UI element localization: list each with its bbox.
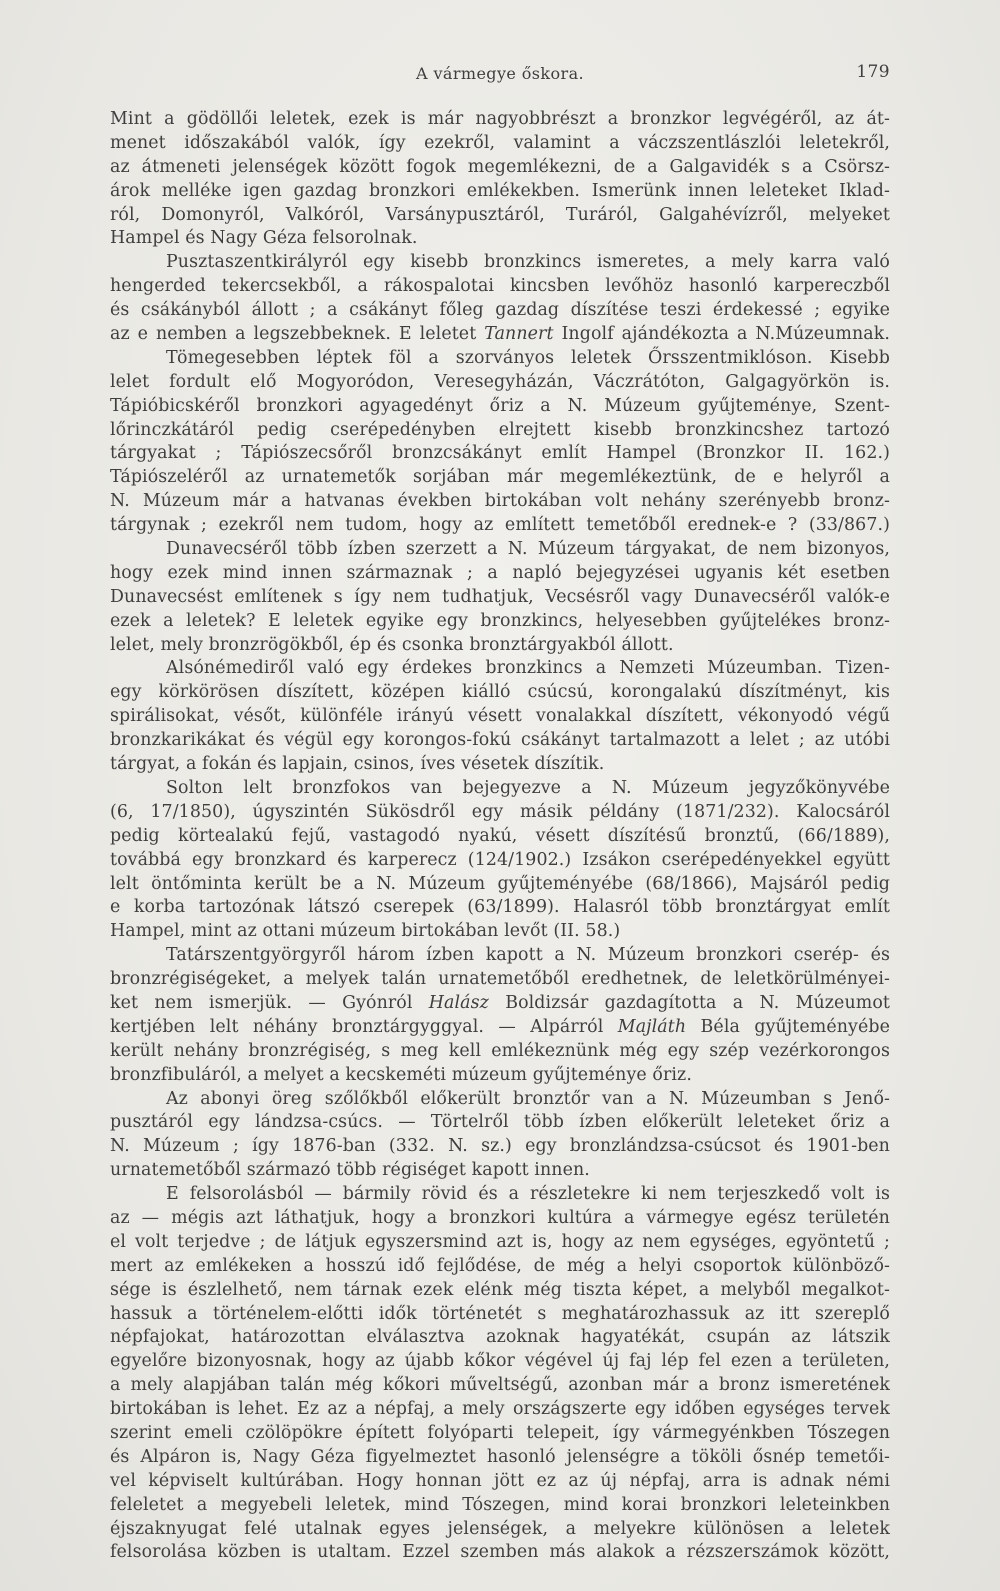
text-segment: tárgynak ; ezekről nem tudom, hogy az említett temetőből erednek-e ? (33/867.)	[110, 515, 890, 536]
text-line	[110, 801, 890, 825]
text-segment: ket nem ismerjük. — Gyónról	[110, 992, 429, 1013]
text-line	[110, 1350, 890, 1374]
text-segment: Hampel, mint az ottani múzeum birtokában levőt (II. 58.)	[110, 921, 621, 942]
text-segment: e korba tartozónak látszó cserepek (63/1899). Halasról több bronztárgyat említ	[110, 897, 890, 918]
text-segment: a mely alapjában talán még kőkori műveltségű, azonban már a bronz ismeretének	[110, 1375, 890, 1396]
text-line	[110, 562, 890, 586]
text-segment: lelet fordult elő Mogyoródon, Veresegyházán, Váczrátóton, Galgagyörkön is.	[110, 371, 890, 392]
text-segment: az átmeneti jelenségek között fogok megemlékezni, de a Galgavidék s a Csörsz-	[110, 156, 890, 177]
text-line	[110, 251, 890, 275]
text-line	[110, 1135, 890, 1159]
text-line	[110, 227, 890, 251]
text-segment: sége is észlelhető, nem tárnak ezek elénk még tiszta képet, a melyből megalkot-	[110, 1279, 890, 1300]
text-segment: feleletet a megyebeli leletek, mind Tószegen, mind korai bronzkori leleteinkben	[110, 1494, 890, 1515]
text-line	[110, 108, 890, 132]
text-line	[110, 729, 890, 753]
body-text	[110, 108, 890, 1565]
text-line	[110, 657, 890, 681]
text-segment: Dunavecsést említenek s így nem tudhatjuk, Vecsésről vagy Dunavecséről valók-e	[110, 586, 890, 607]
text-segment: birtokában is lehet. Ez az a népfaj, a mely országszerte egy időben egységes tervek	[110, 1399, 890, 1420]
text-line	[110, 442, 890, 466]
text-segment: bronzkarikákat és végül egy korongos-fokú csákányt tartalmazott a lelet ; az utóbi	[110, 730, 890, 751]
text-segment: menet időszakából valók, így ezekről, valamint a váczszentlászlói leletekről,	[110, 132, 890, 153]
text-segment: Tatárszentgyörgyről három ízben kapott a N. Múzeum bronzkori cserép- és	[166, 945, 890, 966]
text-segment: bronzfibuláról, a melyet a kecskeméti múzeum gyűjteménye őriz.	[110, 1064, 692, 1085]
text-line	[110, 1374, 890, 1398]
text-segment: árok melléke igen gazdag bronzkori emlékekben. Ismerünk innen leleteket Iklad-	[110, 180, 890, 201]
text-segment: került nehány bronzrégiség, s meg kell emlékeznünk még egy szép vezérkorongos	[110, 1040, 890, 1061]
text-line	[110, 1183, 890, 1207]
text-line	[110, 514, 890, 538]
text-line	[110, 538, 890, 562]
text-line	[110, 323, 890, 347]
text-segment: szerint emeli czölöpökre épített folyóparti telepeit, így vármegyénkben Tószegen	[110, 1422, 890, 1443]
text-segment: lőrinczkátáról pedig cserépedényben elrejtett kisebb bronzkincshez tartozó	[110, 419, 890, 440]
text-segment: hengerded tekercsekből, a rákospalotai kincsben levőhöz hasonló karpereczből	[110, 276, 890, 297]
text-line	[110, 634, 890, 658]
text-segment: Dunavecséről több ízben szerzett a N. Múzeum tárgyakat, de nem bizonyos,	[166, 539, 890, 560]
text-line	[110, 156, 890, 180]
text-line	[110, 371, 890, 395]
text-segment: el volt terjedve ; de látjuk egyszersmind azt is, hogy az nem egységes, egyöntetű ;	[110, 1231, 890, 1252]
text-segment: népfajokat, határozottan elválasztva azoknak hagyatékát, csupán az látszik	[110, 1327, 890, 1348]
text-line	[110, 1111, 890, 1135]
text-line	[110, 777, 890, 801]
text-line	[110, 1446, 890, 1470]
text-segment: Alsónémediről való egy érdekes bronzkincs a Nemzeti Múzeumban. Tizen-	[166, 658, 890, 679]
text-line	[110, 753, 890, 777]
text-segment: felsorolása közben is utaltam. Ezzel szemben más alakok a rézszerszámok között,	[110, 1542, 890, 1563]
text-segment: vel képviselt kultúrában. Hogy honnan jött ez az új népfaj, arra is adnak némi	[110, 1470, 890, 1491]
text-segment: Tömegesebben léptek föl a szorványos leletek Őrsszentmiklóson. Kisebb	[166, 347, 890, 368]
text-segment: N. Múzeum ; így 1876-ban (332. N. sz.) egy bronzlándzsa-csúcsot és 1901-ben	[110, 1136, 890, 1157]
text-segment: Solton lelt bronzfokos van bejegyezve a N. Múzeum jegyzőkönyvébe	[166, 777, 890, 798]
text-line	[110, 204, 890, 228]
text-segment: lelet, mely bronzrögökből, ép és csonka bronztárgyakból állott.	[110, 634, 674, 655]
text-segment: Az abonyi öreg szőlőkből előkerült bronztőr van a N. Múzeumban s Jenő-	[166, 1088, 890, 1109]
text-line	[110, 1398, 890, 1422]
text-line	[110, 1470, 890, 1494]
italic-name: Majláth	[617, 1016, 687, 1037]
text-segment: spirálisokat, vésőt, különféle irányú vésett vonalakkal díszített, vékonyodó végű	[110, 706, 890, 727]
text-line	[110, 968, 890, 992]
text-line	[110, 1255, 890, 1279]
text-segment: és csákányból állott ; a csákányt főleg gazdag díszítése teszi érdekessé ; egyike	[110, 300, 890, 321]
text-segment: bronzrégiségeket, a melyek talán urnatemetőből eredhetnek, de leletkörülményei-	[110, 969, 890, 990]
text-line	[110, 920, 890, 944]
text-line	[110, 1422, 890, 1446]
text-line	[110, 299, 890, 323]
text-segment: Hampel és Nagy Géza felsorolnak.	[110, 228, 418, 249]
text-segment: ról, Domonyról, Valkóról, Varsánypusztáról, Turáról, Galgahévízről, melyeket	[110, 204, 890, 225]
text-line	[110, 944, 890, 968]
text-line	[110, 1088, 890, 1112]
text-segment: Pusztaszentkirályról egy kisebb bronzkincs ismeretes, a mely karra való	[166, 252, 890, 273]
text-segment: és Alpáron is, Nagy Géza figyelmeztet hasonló jelenségre a tököli ősnép temetői-	[110, 1446, 890, 1467]
text-line	[110, 347, 890, 371]
text-line	[110, 419, 890, 443]
text-line	[110, 1279, 890, 1303]
text-segment: urnatemetőből származó több régiséget kapott innen.	[110, 1160, 590, 1181]
text-line	[110, 1064, 890, 1088]
text-segment: hassuk a történelem-előtti idők történetét s meghatározhassuk az itt szereplő	[110, 1303, 890, 1324]
text-segment: Mint a gödöllői leletek, ezek is már nagyobbrészt a bronzkor legvégéről, az át-	[110, 109, 890, 129]
text-line	[110, 275, 890, 299]
text-segment: továbbá egy bronzkard és karperecz (124/1902.) Izsákon cserépedényekkel együtt	[110, 849, 890, 870]
text-line	[110, 395, 890, 419]
text-line	[110, 1303, 890, 1327]
text-segment: egyelőre bizonyosnak, hogy az újabb kőkor végével új faj lép fel ezen a területen,	[110, 1351, 890, 1372]
text-segment: pedig körtealakú fejű, vastagodó nyakú, vésett díszítésű bronztű, (66/1889),	[110, 825, 890, 846]
text-line	[110, 180, 890, 204]
text-segment: Béla gyűjteményébe	[686, 1016, 890, 1037]
text-segment: Ingolf ajándékozta a N.Múzeumnak.	[553, 324, 890, 345]
text-segment: lelt öntőminta került be a N. Múzeum gyűjteményébe (68/1866), Majsáról pedig	[110, 873, 890, 894]
text-segment: Tápióbicskéről bronzkori agyagedényt őriz a N. Múzeum gyűjteménye, Szent-	[110, 395, 890, 416]
text-line	[110, 896, 890, 920]
text-segment: az — mégis azt láthatjuk, hogy a bronzkori kultúra a vármegye egész területén	[110, 1207, 890, 1228]
text-segment: az e nemben a legszebbeknek. E leletet	[110, 324, 485, 345]
text-line	[110, 849, 890, 873]
text-line	[110, 1159, 890, 1183]
text-segment: egy körkörösen díszített, középen kiálló csúcsú, korongalakú díszítményt, kis	[110, 682, 890, 703]
text-line	[110, 1040, 890, 1064]
text-line	[110, 992, 890, 1016]
italic-name: Tannert	[484, 324, 554, 345]
text-line	[110, 132, 890, 156]
text-line	[110, 466, 890, 490]
text-line	[110, 1016, 890, 1040]
text-line	[110, 1231, 890, 1255]
italic-name: Halász	[428, 992, 489, 1013]
text-segment: E felsorolásból — bármily rövid és a részletekre ki nem terjeszkedő volt is	[166, 1184, 890, 1205]
text-line	[110, 1518, 890, 1542]
text-line	[110, 1326, 890, 1350]
text-segment: ezek a leletek? E leletek egyike egy bronzkincs, helyesebben gyűjtelékes bronz-	[110, 610, 890, 631]
text-line	[110, 586, 890, 610]
text-line	[110, 1494, 890, 1518]
text-segment: N. Múzeum már a hatvanas években birtokában volt nehány szerényebb bronz-	[110, 491, 890, 512]
text-segment: kertjében lelt néhány bronztárgyggyal. — Alpárról	[110, 1016, 618, 1037]
text-line	[110, 705, 890, 729]
running-title: A vármegye őskora.	[416, 64, 584, 83]
text-segment: tárgyat, a fokán és lapjain, csinos, íves vésetek díszítik.	[110, 754, 605, 775]
text-segment: pusztáról egy lándzsa-csúcs. — Törtelről több ízben előkerült leleteket őriz a	[110, 1112, 890, 1133]
text-line	[110, 1541, 890, 1565]
text-line	[110, 610, 890, 634]
text-segment: Tápiószeléről az urnatemetők sorjában már megemlékeztünk, de e helyről a	[110, 467, 890, 488]
text-line	[110, 681, 890, 705]
text-segment: tárgyakat ; Tápiószecsőről bronzcsákányt említ Hampel (Bronzkor II. 162.)	[110, 443, 890, 464]
page-header	[110, 62, 890, 88]
text-segment: hogy ezek mind innen származnak ; a napló bejegyzései ugyanis két esetben	[110, 562, 890, 583]
text-segment: Boldizsár gazdagította a N. Múzeumot	[488, 992, 890, 1013]
page-number: 179	[856, 62, 890, 82]
text-segment: mert az emlékeken a hosszú idő fejlődése, de még a helyi csoportok különböző-	[110, 1255, 890, 1276]
text-segment: (6, 17/1850), úgyszintén Sükösdről egy másik példány (1871/232). Kalocsáról	[110, 801, 890, 822]
text-line	[110, 1207, 890, 1231]
text-segment: éjszaknyugat felé utalnak egyes jelenségek, a melyekre különösen a leletek	[110, 1518, 890, 1539]
text-line	[110, 490, 890, 514]
text-line	[110, 873, 890, 897]
text-line	[110, 825, 890, 849]
